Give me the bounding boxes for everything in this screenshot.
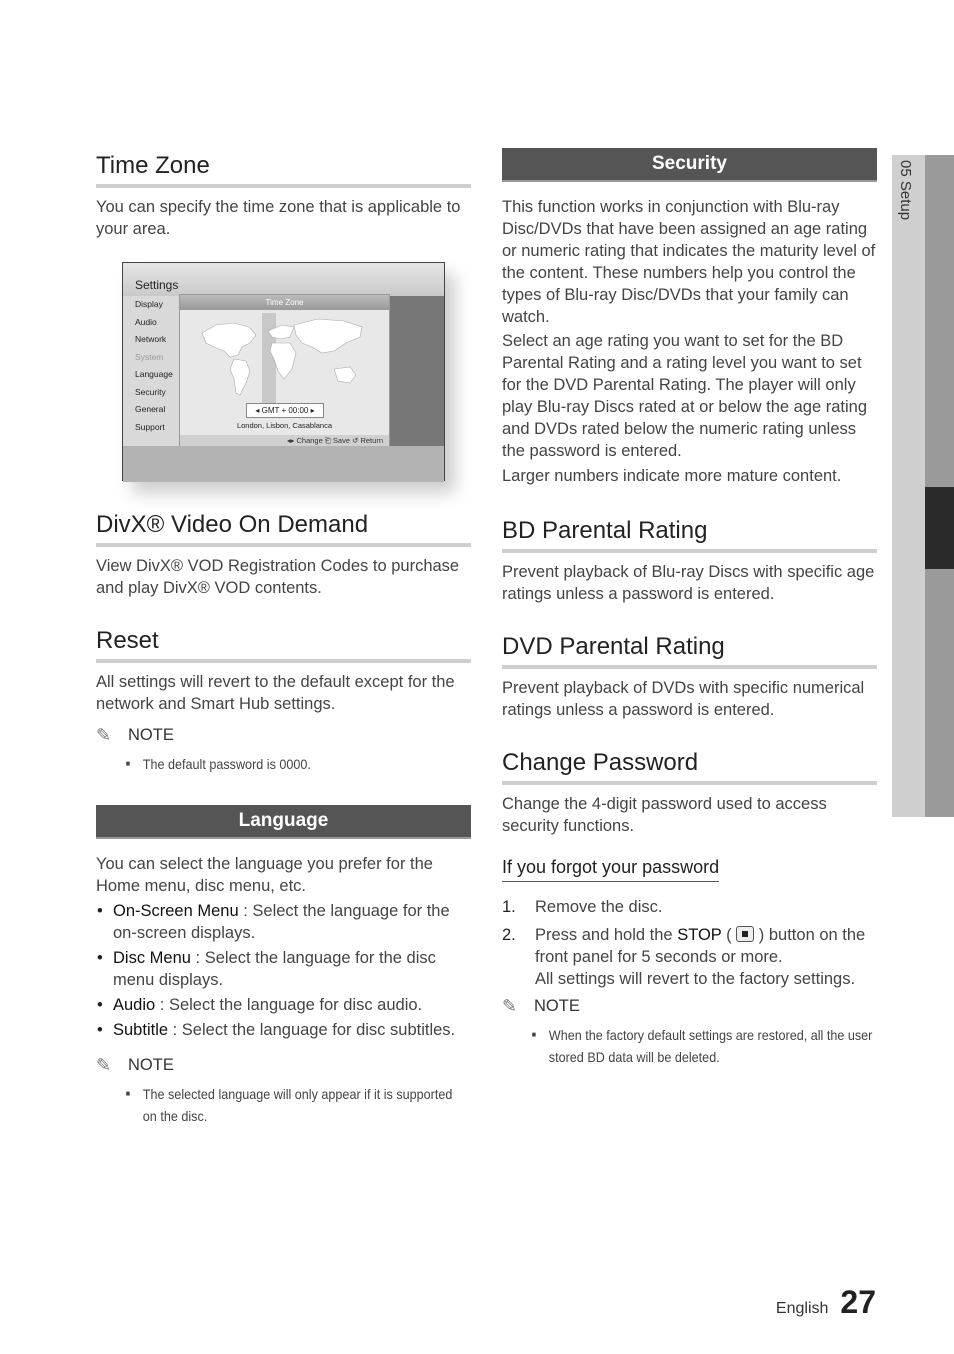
chapter-tab-stripe	[925, 155, 954, 817]
screenshot-title: Settings	[135, 278, 179, 292]
divx-heading: DivX® Video On Demand	[96, 511, 471, 547]
password-note	[502, 996, 877, 1017]
change-password-text: Change the 4-digit password used to access security functions.	[502, 795, 827, 835]
change-password-heading: Change Password	[502, 749, 877, 785]
note-pencil-icon: ✎	[502, 996, 518, 1016]
note-label: NOTE	[128, 726, 174, 744]
divx-text: View DivX® VOD Registration Codes to purchase and play DivX® VOD contents.	[96, 557, 460, 597]
page-footer	[776, 1284, 876, 1321]
chapter-label: 05 Setup	[897, 160, 914, 221]
reset-note	[96, 725, 471, 746]
list-item: • Audio : Select the language for disc audio.	[96, 994, 471, 1016]
list-item: 2. Press and hold the STOP ( ) button on the front panel for 5 seconds or more. All settings will revert to the factory settings.	[502, 926, 866, 988]
language-band: Language	[96, 805, 471, 839]
city-label: London, Lisbon, Casablanca	[236, 421, 333, 430]
note-label: NOTE	[128, 1056, 174, 1074]
bd-rating-heading: BD Parental Rating	[502, 517, 877, 553]
menu-item-network: Network	[135, 334, 167, 344]
security-text-1: This function works in conjunction with Blu-ray Disc/DVDs that have been assigned an age rating or numeric rating that indicates the maturity level of the content. These numbers help you control the types of Blu-ray Disc/DVDs that your family can watch.	[502, 198, 876, 326]
note-label: NOTE	[534, 997, 580, 1015]
menu-item-language: Language	[135, 369, 173, 379]
gmt-next-arrow-icon: ▸	[308, 406, 315, 415]
security-band: Security	[502, 148, 877, 182]
note-pencil-icon: ✎	[96, 725, 112, 745]
page-number: 27	[840, 1284, 876, 1320]
chapter-tab-marker	[925, 487, 954, 569]
world-map-icon	[194, 313, 374, 405]
dvd-rating-heading: DVD Parental Rating	[502, 633, 877, 669]
bd-rating-text: Prevent playback of Blu-ray Discs with specific age ratings unless a password is entered.	[502, 563, 875, 603]
reset-text: All settings will revert to the default except for the network and Smart Hub settings.	[96, 673, 455, 713]
panel-title: Time Zone	[180, 295, 389, 310]
time-zone-panel	[179, 294, 390, 448]
forgot-password-steps	[502, 896, 877, 990]
time-zone-heading: Time Zone	[96, 152, 471, 188]
list-item: • Disc Menu : Select the language for the disc menu displays.	[96, 947, 471, 991]
menu-item-support: Support	[135, 421, 165, 432]
language-text: You can select the language you prefer for the Home menu, disc menu, etc.	[96, 855, 433, 895]
screenshot-menu	[123, 296, 179, 446]
menu-item-security: Security	[135, 386, 166, 397]
left-column	[96, 148, 471, 1127]
note-pencil-icon: ✎	[96, 1055, 112, 1075]
language-note-item: ■ The selected language will only appear if it is supported on the disc.	[96, 1083, 467, 1127]
menu-item-general: General	[135, 404, 166, 414]
right-column	[502, 148, 877, 1068]
list-item: • On-Screen Menu : Select the language for the on-screen displays.	[96, 900, 471, 944]
security-text-2: Select an age rating you want to set for the BD Parental Rating and a rating level you want to set for the DVD Parental Rating. The player will only play Blu-ray Discs rated at or below the age rating and DVDs rated below the numeric rating unless the password is entered.	[502, 332, 868, 460]
language-note	[96, 1055, 471, 1076]
menu-item-audio: Audio	[135, 316, 157, 327]
menu-item-system: System	[135, 351, 164, 362]
time-zone-text: You can specify the time zone that is applicable to your area.	[96, 198, 461, 238]
gmt-value: GMT + 00:00	[261, 406, 309, 415]
security-text-3: Larger numbers indicate more mature content.	[502, 467, 842, 485]
dvd-rating-text: Prevent playback of DVDs with specific numerical ratings unless a password is entered.	[502, 679, 865, 719]
list-item: 1. Remove the disc.	[502, 898, 663, 916]
panel-footer-hints: ◂▸ Change ⎗ Save ↺ Return	[180, 435, 389, 447]
list-item: • Subtitle : Select the language for disc subtitles.	[96, 1019, 471, 1041]
screenshot-bottom	[123, 446, 444, 482]
reset-heading: Reset	[96, 627, 471, 663]
forgot-password-subheading: If you forgot your password	[502, 857, 719, 882]
language-options	[96, 900, 471, 1041]
gmt-prev-arrow-icon: ◂	[255, 406, 262, 415]
settings-screenshot	[122, 262, 445, 481]
password-note-item: ■ When the factory default settings are restored, all the user stored BD data will be deleted.	[502, 1024, 873, 1068]
stop-button-icon	[736, 926, 754, 942]
reset-note-item: ■ The default password is 0000.	[96, 753, 467, 775]
gmt-selector	[246, 403, 324, 418]
footer-language: English	[775, 1300, 829, 1317]
menu-item-display: Display	[135, 299, 163, 309]
